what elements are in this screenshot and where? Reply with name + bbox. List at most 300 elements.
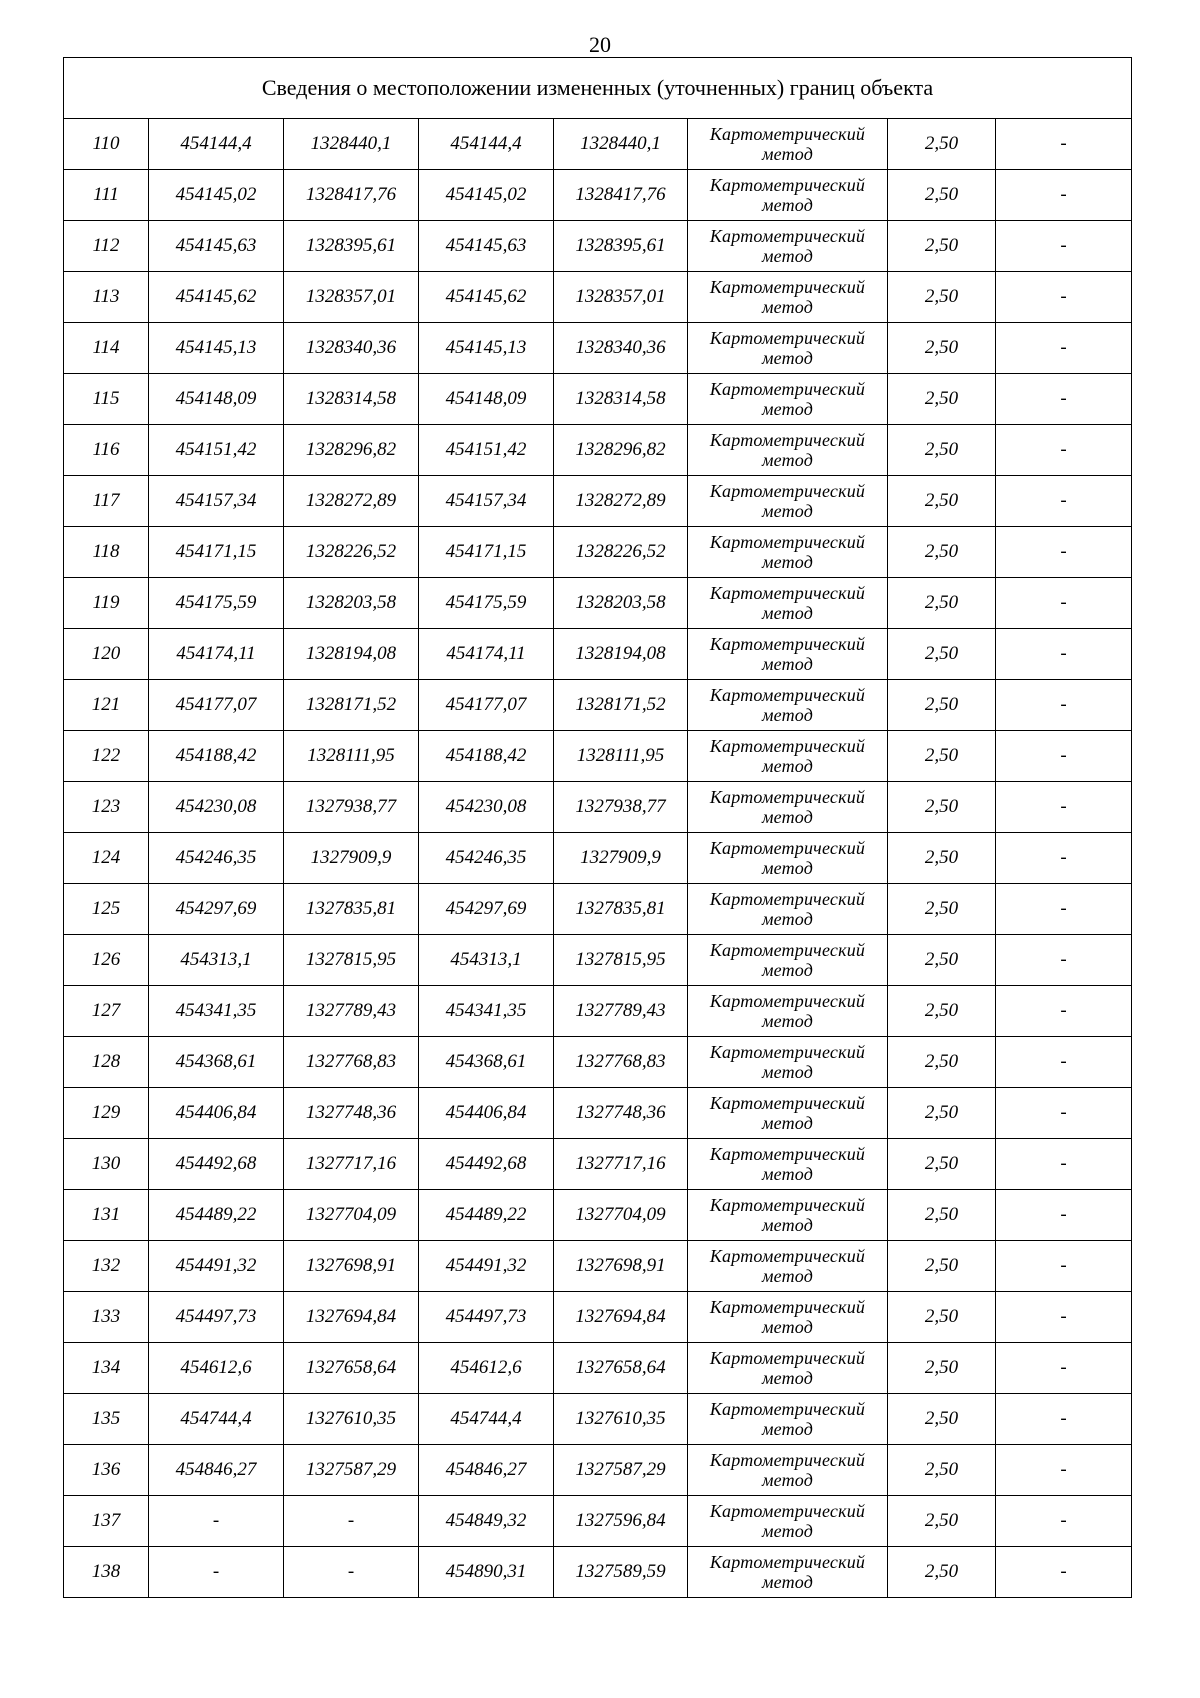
method-cell xyxy=(688,1190,888,1241)
old-x-cell: 454175,59 xyxy=(149,578,284,629)
old-x-cell: 454171,15 xyxy=(149,527,284,578)
point-number-cell: 123 xyxy=(64,782,149,833)
table-row xyxy=(64,170,1132,221)
new-y-cell: 1328357,01 xyxy=(554,272,688,323)
method-line-1: Картометрический xyxy=(709,940,866,960)
old-y-cell: 1328417,76 xyxy=(284,170,419,221)
new-x-cell: 454175,59 xyxy=(419,578,554,629)
point-number-cell: 122 xyxy=(64,731,149,782)
accuracy-cell: 2,50 xyxy=(888,1037,996,1088)
new-y-cell: 1327587,29 xyxy=(554,1445,688,1496)
new-y-cell: 1328314,58 xyxy=(554,374,688,425)
new-x-cell: 454612,6 xyxy=(419,1343,554,1394)
method-line-2: метод xyxy=(761,1572,814,1592)
new-y-cell: 1328296,82 xyxy=(554,425,688,476)
new-x-cell: 454157,34 xyxy=(419,476,554,527)
new-x-cell: 454188,42 xyxy=(419,731,554,782)
old-x-cell: 454145,63 xyxy=(149,221,284,272)
table-row xyxy=(64,833,1132,884)
description-cell: - xyxy=(996,272,1132,323)
old-x-cell: 454157,34 xyxy=(149,476,284,527)
new-x-cell: 454171,15 xyxy=(419,527,554,578)
method-line-2: метод xyxy=(761,246,814,266)
table-row xyxy=(64,1394,1132,1445)
new-y-cell: 1327835,81 xyxy=(554,884,688,935)
old-x-cell: - xyxy=(149,1547,284,1598)
table-row xyxy=(64,935,1132,986)
table-row xyxy=(64,221,1132,272)
method-line-2: метод xyxy=(761,756,814,776)
old-x-cell: 454406,84 xyxy=(149,1088,284,1139)
accuracy-cell: 2,50 xyxy=(888,884,996,935)
method-line-2: метод xyxy=(761,144,814,164)
accuracy-cell: 2,50 xyxy=(888,680,996,731)
description-cell: - xyxy=(996,935,1132,986)
old-y-cell: 1327789,43 xyxy=(284,986,419,1037)
point-number-cell: 120 xyxy=(64,629,149,680)
description-cell: - xyxy=(996,731,1132,782)
method-line-2: метод xyxy=(761,909,814,929)
accuracy-cell: 2,50 xyxy=(888,1445,996,1496)
old-y-cell: 1327587,29 xyxy=(284,1445,419,1496)
old-x-cell: 454188,42 xyxy=(149,731,284,782)
new-x-cell: 454145,62 xyxy=(419,272,554,323)
accuracy-cell: 2,50 xyxy=(888,782,996,833)
point-number-cell: 111 xyxy=(64,170,149,221)
description-cell: - xyxy=(996,680,1132,731)
description-cell: - xyxy=(996,1547,1132,1598)
method-line-1: Картометрический xyxy=(709,328,866,348)
new-x-cell: 454148,09 xyxy=(419,374,554,425)
method-cell xyxy=(688,425,888,476)
old-y-cell: 1328203,58 xyxy=(284,578,419,629)
new-x-cell: 454230,08 xyxy=(419,782,554,833)
old-y-cell: 1328296,82 xyxy=(284,425,419,476)
method-cell xyxy=(688,1343,888,1394)
method-line-2: метод xyxy=(761,1215,814,1235)
method-line-2: метод xyxy=(761,348,814,368)
method-line-1: Картометрический xyxy=(709,1246,866,1266)
method-cell xyxy=(688,782,888,833)
new-y-cell: 1328440,1 xyxy=(554,119,688,170)
old-x-cell: 454492,68 xyxy=(149,1139,284,1190)
table-row xyxy=(64,476,1132,527)
accuracy-cell: 2,50 xyxy=(888,1496,996,1547)
point-number-cell: 116 xyxy=(64,425,149,476)
description-cell: - xyxy=(996,884,1132,935)
method-cell xyxy=(688,680,888,731)
method-line-2: метод xyxy=(761,450,814,470)
old-y-cell: 1328171,52 xyxy=(284,680,419,731)
old-y-cell: 1327694,84 xyxy=(284,1292,419,1343)
new-y-cell: 1327658,64 xyxy=(554,1343,688,1394)
old-y-cell: 1327717,16 xyxy=(284,1139,419,1190)
table-body xyxy=(64,119,1132,1598)
new-y-cell: 1327589,59 xyxy=(554,1547,688,1598)
accuracy-cell: 2,50 xyxy=(888,578,996,629)
accuracy-cell: 2,50 xyxy=(888,425,996,476)
old-y-cell: 1328194,08 xyxy=(284,629,419,680)
method-line-2: метод xyxy=(761,603,814,623)
point-number-cell: 112 xyxy=(64,221,149,272)
method-line-1: Картометрический xyxy=(709,1195,866,1215)
table-row xyxy=(64,1292,1132,1343)
method-cell xyxy=(688,1547,888,1598)
accuracy-cell: 2,50 xyxy=(888,629,996,680)
method-cell xyxy=(688,170,888,221)
method-line-1: Картометрический xyxy=(709,685,866,705)
new-y-cell: 1327938,77 xyxy=(554,782,688,833)
table-row xyxy=(64,731,1132,782)
method-cell xyxy=(688,1496,888,1547)
method-cell xyxy=(688,1037,888,1088)
accuracy-cell: 2,50 xyxy=(888,272,996,323)
boundary-coordinates-table-wrap xyxy=(63,57,1131,1598)
method-cell xyxy=(688,119,888,170)
description-cell: - xyxy=(996,986,1132,1037)
accuracy-cell: 2,50 xyxy=(888,1547,996,1598)
old-x-cell: 454744,4 xyxy=(149,1394,284,1445)
point-number-cell: 132 xyxy=(64,1241,149,1292)
old-x-cell: 454489,22 xyxy=(149,1190,284,1241)
new-x-cell: 454492,68 xyxy=(419,1139,554,1190)
table-row xyxy=(64,1088,1132,1139)
method-line-2: метод xyxy=(761,1164,814,1184)
method-cell xyxy=(688,323,888,374)
method-line-2: метод xyxy=(761,399,814,419)
new-x-cell: 454489,22 xyxy=(419,1190,554,1241)
method-line-2: метод xyxy=(761,1419,814,1439)
method-line-1: Картометрический xyxy=(709,1501,866,1521)
description-cell: - xyxy=(996,374,1132,425)
new-y-cell: 1328272,89 xyxy=(554,476,688,527)
method-line-1: Картометрический xyxy=(709,991,866,1011)
table-row xyxy=(64,1445,1132,1496)
new-x-cell: 454174,11 xyxy=(419,629,554,680)
method-line-1: Картометрический xyxy=(709,532,866,552)
method-cell xyxy=(688,884,888,935)
table-row xyxy=(64,1496,1132,1547)
method-line-1: Картометрический xyxy=(709,634,866,654)
old-y-cell: - xyxy=(284,1496,419,1547)
new-y-cell: 1328203,58 xyxy=(554,578,688,629)
description-cell: - xyxy=(996,833,1132,884)
old-x-cell: 454497,73 xyxy=(149,1292,284,1343)
old-y-cell: 1328314,58 xyxy=(284,374,419,425)
method-line-2: метод xyxy=(761,1521,814,1541)
table-row xyxy=(64,1190,1132,1241)
description-cell: - xyxy=(996,1139,1132,1190)
old-x-cell: 454313,1 xyxy=(149,935,284,986)
description-cell: - xyxy=(996,170,1132,221)
method-line-1: Картометрический xyxy=(709,1093,866,1113)
description-cell: - xyxy=(996,527,1132,578)
old-y-cell: 1328340,36 xyxy=(284,323,419,374)
method-cell xyxy=(688,731,888,782)
table-row xyxy=(64,1547,1132,1598)
point-number-cell: 129 xyxy=(64,1088,149,1139)
table-title: Сведения о местоположении измененных (уточненных) границ объекта xyxy=(64,58,1132,119)
accuracy-cell: 2,50 xyxy=(888,323,996,374)
new-x-cell: 454491,32 xyxy=(419,1241,554,1292)
method-cell xyxy=(688,629,888,680)
method-line-2: метод xyxy=(761,1470,814,1490)
old-x-cell: 454148,09 xyxy=(149,374,284,425)
new-y-cell: 1328226,52 xyxy=(554,527,688,578)
table-row xyxy=(64,1343,1132,1394)
method-cell xyxy=(688,374,888,425)
method-line-2: метод xyxy=(761,501,814,521)
accuracy-cell: 2,50 xyxy=(888,731,996,782)
point-number-cell: 131 xyxy=(64,1190,149,1241)
description-cell: - xyxy=(996,119,1132,170)
method-line-1: Картометрический xyxy=(709,379,866,399)
old-y-cell: 1328357,01 xyxy=(284,272,419,323)
new-x-cell: 454145,63 xyxy=(419,221,554,272)
method-line-1: Картометрический xyxy=(709,175,866,195)
description-cell: - xyxy=(996,1394,1132,1445)
method-line-1: Картометрический xyxy=(709,1144,866,1164)
method-cell xyxy=(688,1292,888,1343)
method-cell xyxy=(688,833,888,884)
new-x-cell: 454145,13 xyxy=(419,323,554,374)
new-y-cell: 1327815,95 xyxy=(554,935,688,986)
new-x-cell: 454297,69 xyxy=(419,884,554,935)
method-line-1: Картометрический xyxy=(709,1042,866,1062)
description-cell: - xyxy=(996,323,1132,374)
old-x-cell: 454368,61 xyxy=(149,1037,284,1088)
accuracy-cell: 2,50 xyxy=(888,1241,996,1292)
new-x-cell: 454151,42 xyxy=(419,425,554,476)
old-y-cell: 1327909,9 xyxy=(284,833,419,884)
point-number-cell: 134 xyxy=(64,1343,149,1394)
method-line-2: метод xyxy=(761,552,814,572)
description-cell: - xyxy=(996,1037,1132,1088)
description-cell: - xyxy=(996,782,1132,833)
method-line-2: метод xyxy=(761,807,814,827)
point-number-cell: 121 xyxy=(64,680,149,731)
old-y-cell: 1327610,35 xyxy=(284,1394,419,1445)
point-number-cell: 125 xyxy=(64,884,149,935)
method-line-1: Картометрический xyxy=(709,481,866,501)
method-line-1: Картометрический xyxy=(709,1297,866,1317)
point-number-cell: 124 xyxy=(64,833,149,884)
page-number: 20 xyxy=(589,32,611,57)
description-cell: - xyxy=(996,425,1132,476)
table-row xyxy=(64,578,1132,629)
new-y-cell: 1327909,9 xyxy=(554,833,688,884)
method-cell xyxy=(688,1241,888,1292)
method-line-1: Картометрический xyxy=(709,277,866,297)
point-number-cell: 117 xyxy=(64,476,149,527)
new-y-cell: 1328194,08 xyxy=(554,629,688,680)
old-x-cell: 454297,69 xyxy=(149,884,284,935)
description-cell: - xyxy=(996,221,1132,272)
accuracy-cell: 2,50 xyxy=(888,119,996,170)
old-y-cell: 1327938,77 xyxy=(284,782,419,833)
new-y-cell: 1327789,43 xyxy=(554,986,688,1037)
description-cell: - xyxy=(996,476,1132,527)
point-number-cell: 128 xyxy=(64,1037,149,1088)
method-cell xyxy=(688,527,888,578)
table-row xyxy=(64,425,1132,476)
new-y-cell: 1328171,52 xyxy=(554,680,688,731)
table-row xyxy=(64,1241,1132,1292)
method-line-1: Картометрический xyxy=(709,889,866,909)
accuracy-cell: 2,50 xyxy=(888,1139,996,1190)
method-line-2: метод xyxy=(761,1113,814,1133)
accuracy-cell: 2,50 xyxy=(888,1292,996,1343)
accuracy-cell: 2,50 xyxy=(888,1394,996,1445)
method-line-1: Картометрический xyxy=(709,1399,866,1419)
new-y-cell: 1327768,83 xyxy=(554,1037,688,1088)
new-x-cell: 454145,02 xyxy=(419,170,554,221)
old-y-cell: 1327835,81 xyxy=(284,884,419,935)
method-line-2: метод xyxy=(761,1266,814,1286)
description-cell: - xyxy=(996,1445,1132,1496)
method-line-1: Картометрический xyxy=(709,583,866,603)
method-line-1: Картометрический xyxy=(709,838,866,858)
old-y-cell: 1327704,09 xyxy=(284,1190,419,1241)
table-row xyxy=(64,527,1132,578)
new-x-cell: 454849,32 xyxy=(419,1496,554,1547)
old-x-cell: 454144,4 xyxy=(149,119,284,170)
method-line-2: метод xyxy=(761,1011,814,1031)
accuracy-cell: 2,50 xyxy=(888,1343,996,1394)
boundary-coordinates-table xyxy=(63,57,1132,1598)
new-x-cell: 454246,35 xyxy=(419,833,554,884)
accuracy-cell: 2,50 xyxy=(888,221,996,272)
method-line-1: Картометрический xyxy=(709,226,866,246)
accuracy-cell: 2,50 xyxy=(888,833,996,884)
description-cell: - xyxy=(996,1190,1132,1241)
method-line-2: метод xyxy=(761,1317,814,1337)
table-row xyxy=(64,986,1132,1037)
method-line-1: Картометрический xyxy=(709,1348,866,1368)
method-line-1: Картометрический xyxy=(709,124,866,144)
new-y-cell: 1328417,76 xyxy=(554,170,688,221)
old-x-cell: 454846,27 xyxy=(149,1445,284,1496)
method-line-2: метод xyxy=(761,195,814,215)
old-x-cell: 454341,35 xyxy=(149,986,284,1037)
point-number-cell: 118 xyxy=(64,527,149,578)
new-y-cell: 1327596,84 xyxy=(554,1496,688,1547)
table-row xyxy=(64,884,1132,935)
old-y-cell: 1327815,95 xyxy=(284,935,419,986)
point-number-cell: 133 xyxy=(64,1292,149,1343)
point-number-cell: 136 xyxy=(64,1445,149,1496)
old-x-cell: 454177,07 xyxy=(149,680,284,731)
old-x-cell: 454246,35 xyxy=(149,833,284,884)
table-row xyxy=(64,629,1132,680)
old-y-cell: 1327698,91 xyxy=(284,1241,419,1292)
accuracy-cell: 2,50 xyxy=(888,476,996,527)
method-cell xyxy=(688,221,888,272)
accuracy-cell: 2,50 xyxy=(888,374,996,425)
table-title-row xyxy=(64,58,1132,119)
method-line-1: Картометрический xyxy=(709,736,866,756)
point-number-cell: 110 xyxy=(64,119,149,170)
old-x-cell: 454151,42 xyxy=(149,425,284,476)
method-line-2: метод xyxy=(761,705,814,725)
accuracy-cell: 2,50 xyxy=(888,1088,996,1139)
method-line-2: метод xyxy=(761,1062,814,1082)
description-cell: - xyxy=(996,629,1132,680)
new-x-cell: 454313,1 xyxy=(419,935,554,986)
point-number-cell: 114 xyxy=(64,323,149,374)
old-x-cell: - xyxy=(149,1496,284,1547)
new-x-cell: 454368,61 xyxy=(419,1037,554,1088)
method-cell xyxy=(688,272,888,323)
point-number-cell: 113 xyxy=(64,272,149,323)
new-x-cell: 454341,35 xyxy=(419,986,554,1037)
accuracy-cell: 2,50 xyxy=(888,986,996,1037)
old-y-cell: 1327748,36 xyxy=(284,1088,419,1139)
method-cell xyxy=(688,1445,888,1496)
point-number-cell: 135 xyxy=(64,1394,149,1445)
accuracy-cell: 2,50 xyxy=(888,527,996,578)
new-y-cell: 1328111,95 xyxy=(554,731,688,782)
method-line-2: метод xyxy=(761,1368,814,1388)
new-x-cell: 454744,4 xyxy=(419,1394,554,1445)
old-x-cell: 454145,62 xyxy=(149,272,284,323)
old-y-cell: 1328111,95 xyxy=(284,731,419,782)
new-x-cell: 454497,73 xyxy=(419,1292,554,1343)
description-cell: - xyxy=(996,1496,1132,1547)
method-line-2: метод xyxy=(761,858,814,878)
method-cell xyxy=(688,578,888,629)
old-y-cell: 1328440,1 xyxy=(284,119,419,170)
old-y-cell: 1328272,89 xyxy=(284,476,419,527)
point-number-cell: 115 xyxy=(64,374,149,425)
description-cell: - xyxy=(996,1241,1132,1292)
accuracy-cell: 2,50 xyxy=(888,935,996,986)
new-y-cell: 1327610,35 xyxy=(554,1394,688,1445)
new-x-cell: 454144,4 xyxy=(419,119,554,170)
new-x-cell: 454846,27 xyxy=(419,1445,554,1496)
method-cell xyxy=(688,986,888,1037)
method-cell xyxy=(688,476,888,527)
old-x-cell: 454612,6 xyxy=(149,1343,284,1394)
method-line-1: Картометрический xyxy=(709,1552,866,1572)
method-cell xyxy=(688,1394,888,1445)
description-cell: - xyxy=(996,1292,1132,1343)
table-row xyxy=(64,680,1132,731)
table-row xyxy=(64,1037,1132,1088)
table-row xyxy=(64,374,1132,425)
new-x-cell: 454890,31 xyxy=(419,1547,554,1598)
point-number-cell: 137 xyxy=(64,1496,149,1547)
point-number-cell: 127 xyxy=(64,986,149,1037)
old-x-cell: 454145,13 xyxy=(149,323,284,374)
new-y-cell: 1327698,91 xyxy=(554,1241,688,1292)
method-cell xyxy=(688,1139,888,1190)
point-number-cell: 126 xyxy=(64,935,149,986)
new-x-cell: 454406,84 xyxy=(419,1088,554,1139)
old-y-cell: 1327658,64 xyxy=(284,1343,419,1394)
new-y-cell: 1328395,61 xyxy=(554,221,688,272)
old-y-cell: 1328395,61 xyxy=(284,221,419,272)
description-cell: - xyxy=(996,578,1132,629)
new-y-cell: 1327704,09 xyxy=(554,1190,688,1241)
accuracy-cell: 2,50 xyxy=(888,1190,996,1241)
method-line-1: Картометрический xyxy=(709,430,866,450)
table-row xyxy=(64,782,1132,833)
old-x-cell: 454174,11 xyxy=(149,629,284,680)
point-number-cell: 119 xyxy=(64,578,149,629)
method-cell xyxy=(688,935,888,986)
new-x-cell: 454177,07 xyxy=(419,680,554,731)
